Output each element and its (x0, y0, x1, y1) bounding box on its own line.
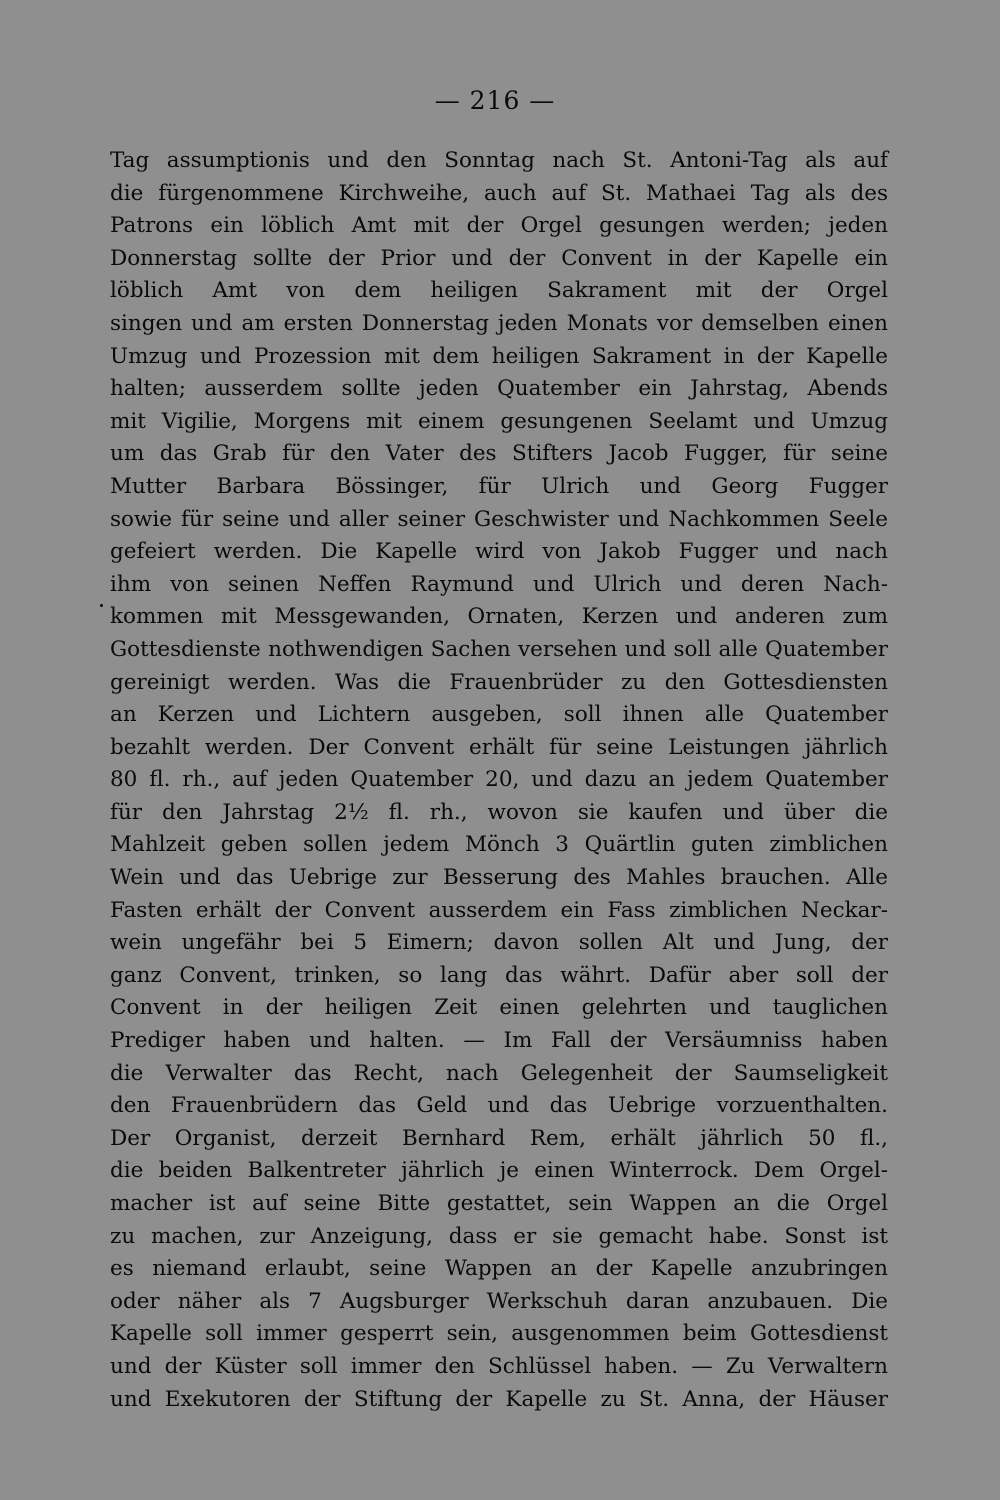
text-line: die Verwalter das Recht, nach Gelegenheit der Saumseligkeit (110, 1060, 888, 1086)
text-line: Umzug und Prozession mit dem heiligen Sakrament in der Kapelle (110, 343, 888, 369)
text-line: ihm von seinen Neffen Raymund und Ulrich und deren Nach- (110, 571, 888, 597)
text-line: Wein und das Uebrige zur Besserung des Mahles brauchen. Alle (110, 865, 888, 891)
text-line: an Kerzen und Lichtern ausgeben, soll ihnen alle Quatember (110, 702, 888, 728)
text-line: Gottesdienste nothwendigen Sachen versehen und soll alle Quatember (110, 636, 888, 662)
page-number: — 216 — (434, 86, 556, 115)
text-line: Prediger haben und halten. — Im Fall der Versäumniss haben (110, 1028, 888, 1054)
text-line: und Exekutoren der Stiftung der Kapelle zu St. Anna, der Häuser (110, 1386, 888, 1412)
body-text (110, 145, 888, 1416)
text-line: löblich Amt von dem heiligen Sakrament mit der Orgel (110, 278, 888, 304)
text-line: sowie für seine und aller seiner Geschwister und Nachkommen Seele (110, 506, 888, 532)
text-line: halten; ausserdem sollte jeden Quatember ein Jahrstag, Abends (110, 376, 888, 402)
margin-dot (100, 604, 103, 607)
text-line: kommen mit Messgewanden, Ornaten, Kerzen und anderen zum (110, 604, 888, 630)
text-line: es niemand erlaubt, seine Wappen an der Kapelle anzubringen (110, 1256, 888, 1282)
text-line: den Frauenbrüdern das Geld und das Uebrige vorzuenthalten. (110, 1093, 888, 1119)
text-line: für den Jahrstag 2½ fl. rh., wovon sie kaufen und über die (110, 799, 888, 825)
text-line: Patrons ein löblich Amt mit der Orgel gesungen werden; jeden (110, 213, 888, 239)
text-line: die beiden Balkentreter jährlich je einen Winterrock. Dem Orgel- (110, 1158, 888, 1184)
text-line: singen und am ersten Donnerstag jeden Monats vor demselben einen (110, 310, 888, 336)
text-line: um das Grab für den Vater des Stifters Jacob Fugger, für seine (110, 441, 888, 467)
text-line: die fürgenommene Kirchweihe, auch auf St. Mathaei Tag als des (110, 180, 888, 206)
text-line: bezahlt werden. Der Convent erhält für seine Leistungen jährlich (110, 734, 888, 760)
text-line: Tag assumptionis und den Sonntag nach St. Antoni-Tag als auf (110, 148, 888, 173)
text-line: oder näher als 7 Augsburger Werkschuh daran anzubauen. Die (110, 1288, 888, 1314)
text-line: ganz Convent, trinken, so lang das währt. Dafür aber soll der (110, 962, 888, 988)
text-line: zu machen, zur Anzeigung, dass er sie gemacht habe. Sonst ist (110, 1223, 888, 1249)
text-line: und der Küster soll immer den Schlüssel haben. — Zu Verwaltern (110, 1353, 888, 1379)
text-line: Donnerstag sollte der Prior und der Convent in der Kapelle ein (110, 245, 888, 271)
text-line: Kapelle soll immer gesperrt sein, ausgenommen beim Gottesdienst (110, 1321, 888, 1347)
text-line: wein ungefähr bei 5 Eimern; davon sollen Alt und Jung, der (110, 930, 888, 956)
text-line: macher ist auf seine Bitte gestattet, sein Wappen an die Orgel (110, 1191, 888, 1216)
text-line: mit Vigilie, Morgens mit einem gesungenen Seelamt und Umzug (110, 408, 888, 434)
text-line: Mutter Barbara Bössinger, für Ulrich und Georg Fugger (110, 473, 888, 499)
text-line: Mahlzeit geben sollen jedem Mönch 3 Quärtlin guten zimblichen (110, 832, 888, 858)
text-line: gefeiert werden. Die Kapelle wird von Jakob Fugger und nach (110, 539, 888, 565)
text-line: Der Organist, derzeit Bernhard Rem, erhält jährlich 50 fl., (110, 1125, 888, 1151)
text-line: Convent in der heiligen Zeit einen gelehrten und tauglichen (110, 995, 888, 1021)
text-line: gereinigt werden. Was die Frauenbrüder zu den Gottesdiensten (110, 669, 888, 695)
text-line: Fasten erhält der Convent ausserdem ein Fass zimblichen Neckar- (110, 897, 888, 923)
text-line: 80 fl. rh., auf jeden Quatember 20, und dazu an jedem Quatember (110, 767, 888, 793)
